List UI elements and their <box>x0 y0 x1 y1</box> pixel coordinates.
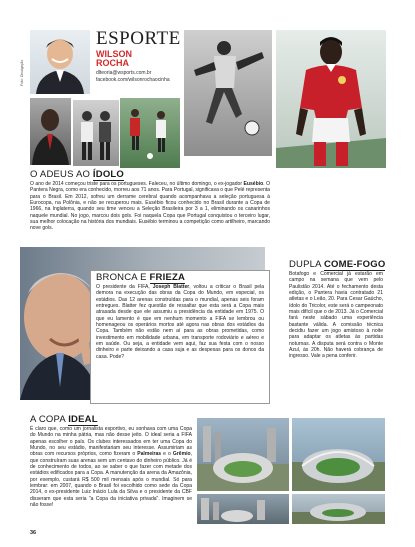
copa-text-mid: e o <box>163 451 171 458</box>
author-last-name: ROCHA <box>96 58 129 68</box>
bronca-headline-bold: FRIEZA <box>149 272 186 283</box>
eusebio-team-photo <box>73 100 119 166</box>
photo-credit: Foto: Divulgação <box>20 59 24 86</box>
dupla-body: Botafogo e Comercial já estarão em campo na semana que vem pelo Paulistão 2014. Até o fechamento desta edição, o Pantera havia contratado 21 atletas e o Leão, 20. Para Cesar Gaúcho, ídolo do Tricolor, este será o campeonato mais difícil que o de 2013. Já o Comercial fará neste sábado uma experiência bastante válida. A comissão técnica decidiu fazer um jogo amistoso à noite para adaptar os atletas às partidas noturnas. A disputa será contra o Monte Azul, às 20h. Não haverá cobrança de ingresso. Vale a pena conferir. <box>289 271 383 360</box>
copa-club-1: Palmeiras <box>137 451 162 458</box>
adeus-text-1: O ano de 2014 começou triste para os portugueses. Faleceu, no último domingo, o ex-jogador <box>30 181 243 187</box>
stadium-photo-1 <box>197 418 289 491</box>
adeus-headline-light: O ADEUS AO <box>30 169 91 180</box>
author-first-name: WILSON <box>96 49 132 59</box>
stadium-photo-3 <box>197 494 289 524</box>
copa-text-1: É claro que, como um jornalista esportivo, eu sonhava com uma Copa do Mundo na minha pátria, mas não desse jeito. O ideal seria a FIFA apenas escolher o país. Os clubes interessados em ter uma Copa do Mundo, no seu estádio, manifestariam seu interesse. Assumiriam as obras com recursos próprios, como fizeram o <box>30 426 192 458</box>
copa-club-2: Grêmio <box>172 451 191 458</box>
author-facebook[interactable]: facebook.com/wilsonrochaocinha <box>96 77 170 83</box>
eusebio-portrait-photo <box>276 30 386 168</box>
adeus-text-2: . O Pantera Negra, como era conhecido, morreu aos 71 anos. Para Portugal, significava o que Pelé representa para o Brasil. Em 2012, sofreu um derrame cerebral quando acompanhava a seleção portuguesa à Eurocopa, na Polônia, e não se recuperou mais. Eusébio ficou conhecido no Brasil durante a Copa de 1966, na Inglaterra, quando seu time venceu a Seleção Brasileira por 3 a 1, eliminando os canarinhos naquele mundial. No jogo, marcou dois gols. Foi naquela Copa que Portugal conquistou o terceiro lugar, sua melhor colocação na história dos mundiais. Eusébio terminou a competição como artilheiro, marcando nove gols. <box>30 181 270 232</box>
dupla-headline-light: DUPLA <box>289 259 322 270</box>
adeus-headline-bold: ÍDOLO <box>92 169 125 180</box>
adeus-name: Eusébio <box>243 181 264 187</box>
copa-headline <box>30 415 98 425</box>
copa-headline-bold: IDEAL <box>68 414 98 425</box>
bronca-body <box>96 284 264 360</box>
pele-portrait-photo <box>30 98 71 165</box>
author-email[interactable]: dlteoria@wsports.com.br <box>96 70 152 76</box>
section-title: ESPORTE <box>96 28 181 49</box>
adeus-headline <box>30 170 124 180</box>
adeus-body <box>30 181 270 232</box>
author-photo <box>30 30 90 94</box>
match-photo <box>120 98 180 168</box>
eusebio-kick-photo <box>184 30 272 156</box>
page-number: 36 <box>30 530 37 536</box>
stadium-photo-4 <box>292 494 385 524</box>
bronca-text-2: , voltou a criticar o Brasil pela demora na execução das obras da Copa do Mundo, em especial, os estádios. Das 12 arenas construídas para o mundial, apenas seis foram entregues. Blatter fez questão de ressaltar que esta será a Copa mais atrasada desde que ele assumiu a presidência da entidade em 1975. O que eu lamento é que em nenhum momento a FIFA se lembrou ou homenageou os operários mortos até agora nas obras dos estádios da Copa. Também não estão nem aí para as obras prometidas, como investimento em mobilidade urbana, em transporte rodoviário e aéreo e em saúde. Ou seja, a entidade vem aqui, faz sua festa com o nosso dinheiro e parte deixando a casa suja e as despesas para os donos da casa. Pode? <box>96 284 265 360</box>
bronca-name: Joseph Blatter <box>152 284 190 290</box>
dupla-headline <box>289 260 385 270</box>
bronca-headline <box>96 273 185 283</box>
copa-text-2: , que construíram suas arenas sem um centavo do dinheiro público. Já é de conhecimento de todos, ao se saber o que fazer com metade dos estádios edificados para a Copa. A manutenção da arena da Amazônia, por exemplo, custará R$ 500 mil mensais após o mundial. Só para lembrar: em 2007, quando o Brasil foi escolhido como sede da Copa 2014, o ex-presidente Luiz Inácio Lula da Silva e o presidente da CBF disseram que esta seria "a Copa da iniciativa privada". Imaginem se não fosse! <box>30 451 192 509</box>
bronca-text-1: O presidente da FIFA, <box>96 284 150 290</box>
copa-headline-light: A COPA <box>30 414 66 425</box>
copa-body <box>30 426 192 508</box>
bronca-headline-light: BRONCA E <box>96 272 147 283</box>
dupla-headline-bold: COME-FOGO <box>324 259 386 270</box>
stadium-photo-2 <box>292 418 385 491</box>
